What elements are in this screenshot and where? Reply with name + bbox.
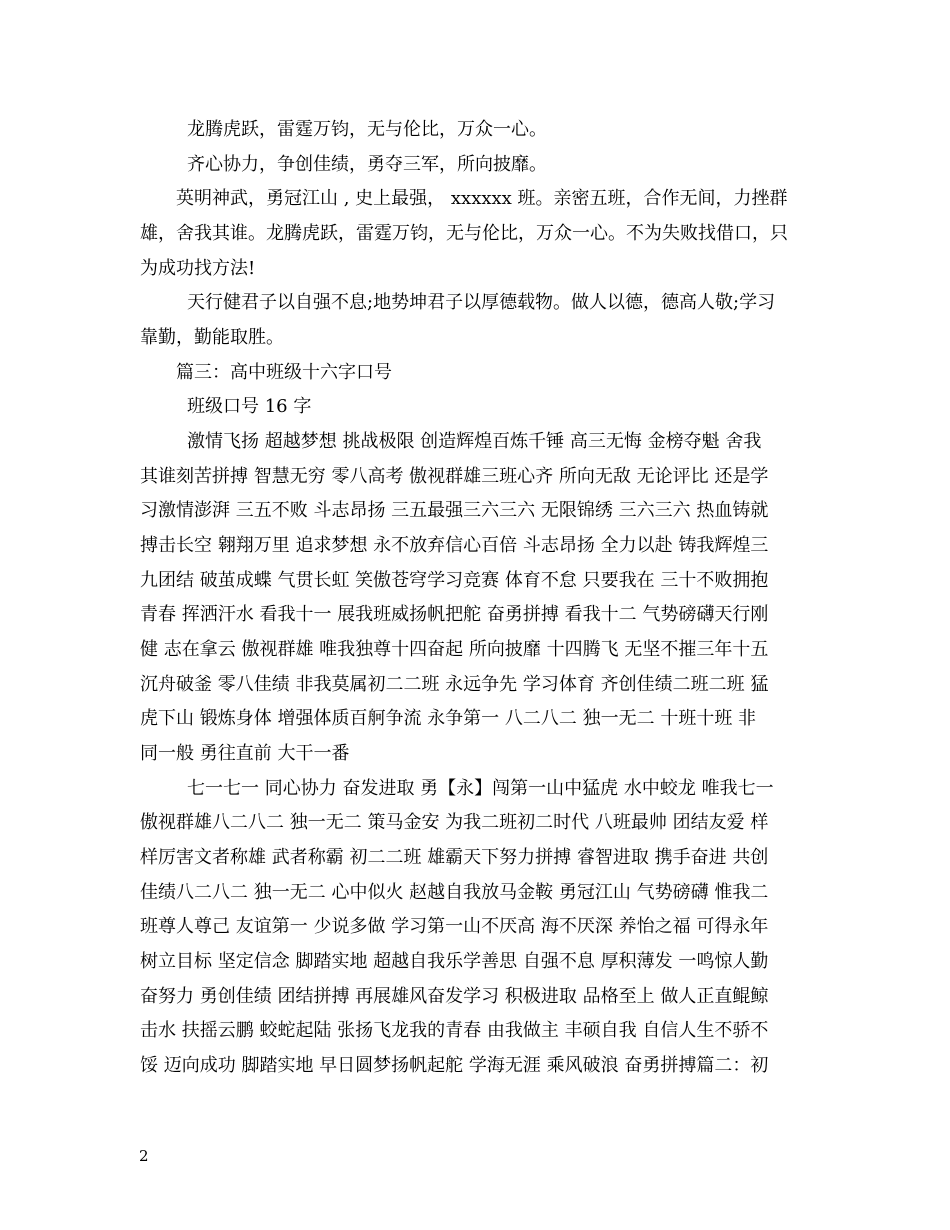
text-line: 天行健君子以自强不息;地势坤君子以厚德载物。做人以德，德高人敬;学习: [187, 292, 776, 313]
text-line: 馁 迈向成功 脚踏实地 早日圆梦扬帆起舵 学海无涯 乘风破浪 奋勇拼搏篇二：初: [140, 1055, 769, 1076]
text-line: 习激情澎湃 三五不败 斗志昂扬 三五最强三六三六 无限锦绣 三六三六 热血铸就: [140, 500, 769, 521]
text-line: 健 志在拿云 傲视群雄 唯我独尊十四奋起 所向披靡 十四腾飞 无坚不摧三年十五: [140, 639, 769, 660]
text-line: 其谁刻苦拼搏 智慧无穷 零八高考 傲视群雄三班心齐 所向无敌 无论评比 还是学: [140, 466, 769, 487]
text-line: 沉舟破釜 零八佳绩 非我莫属初二二班 永远争先 学习体育 齐创佳绩二班二班 猛: [140, 674, 769, 695]
text-line: 英明神武，勇冠江山 , 史上最强， xxxxxx 班。亲密五班，合作无间，力挫群: [176, 188, 788, 209]
text-line: 傲视群雄八二八二 独一无二 策马金安 为我二班初二时代 八班最帅 团结友爱 样: [140, 812, 769, 833]
text-line: 同一般 勇往直前 大干一番: [140, 743, 350, 764]
text-line: 样厉害文者称雄 武者称霸 初二二班 雄霸天下努力拼搏 睿智进取 携手奋进 共创: [140, 847, 769, 868]
text-line: 虎下山 锻炼身体 增强体质百舸争流 永争第一 八二八二 独一无二 十班十班 非: [140, 708, 757, 729]
page-number: 2: [139, 1147, 149, 1165]
text-line: 青春 挥洒汗水 看我十一 展我班威扬帆把舵 奋勇拼搏 看我十二 气势磅礴天行刚: [140, 604, 769, 625]
text-line: 搏击长空 翱翔万里 追求梦想 永不放弃信心百倍 斗志昂扬 全力以赴 铸我辉煌三: [140, 535, 769, 556]
text-line: 佳绩八二八二 独一无二 心中似火 赵越自我放马金鞍 勇冠江山 气势磅礴 惟我二: [140, 882, 769, 903]
text-line: 齐心协力，争创佳绩，勇夺三军，所向披靡。: [187, 154, 547, 175]
text-line: 雄，舍我其谁。龙腾虎跃，雷霆万钧，无与伦比，万众一心。不为失败找借口，只: [140, 223, 788, 244]
text-line: 激情飞扬 超越梦想 挑战极限 创造辉煌百炼千锤 高三无悔 金榜夺魁 舍我: [187, 431, 762, 452]
text-line: 为成功找方法!: [140, 258, 256, 279]
sub-heading: 班级口号 16 字: [187, 396, 312, 417]
text-line: 奋努力 勇创佳绩 团结拼搏 再展雄风奋发学习 积极进取 品格至上 做人正直鲲鲸: [140, 986, 769, 1007]
text-line: 击水 扶摇云鹏 蛟蛇起陆 张扬飞龙我的青春 由我做主 丰硕自我 自信人生不骄不: [140, 1020, 769, 1041]
text-line: 班尊人尊己 友谊第一 少说多做 学习第一山不厌高 海不厌深 养怡之福 可得永年: [140, 916, 769, 937]
text-line: 龙腾虎跃，雷霆万钧，无与伦比，万众一心。: [187, 119, 547, 140]
text-line: 七一七一 同心协力 奋发进取 勇【永】闯第一山中猛虎 水中蛟龙 唯我七一: [187, 778, 774, 799]
text-line: 九团结 破茧成蝶 气贯长虹 笑傲苍穹学习竞赛 体育不怠 只要我在 三十不败拥抱: [140, 570, 769, 591]
text-line: 树立目标 坚定信念 脚踏实地 超越自我乐学善思 自强不息 厚积薄发 一鸣惊人勤: [140, 951, 769, 972]
text-line: 靠勤，勤能取胜。: [140, 327, 284, 348]
section-heading: 篇三：高中班级十六字口号: [176, 362, 392, 383]
